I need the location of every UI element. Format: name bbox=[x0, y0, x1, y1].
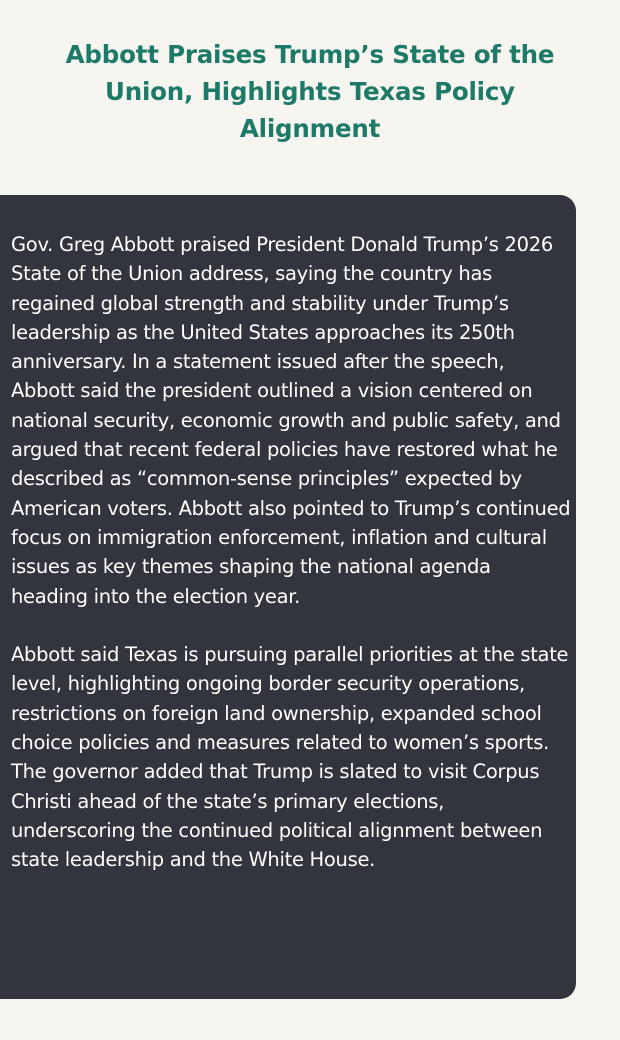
article-paragraph-2: Abbott said Texas is pursuing parallel priorities at the state level, highlighting ongoing border security operations, restrictions on foreign land ownership, expanded school choice policies and measures related to women’s sports. The governor added that Trump is slated to visit Corpus Christi ahead of the state’s primary elections, underscoring the continued political alignment between state leadership and the White House. bbox=[11, 643, 569, 872]
article-body bbox=[11, 230, 571, 875]
article-paragraph-1: Gov. Greg Abbott praised President Donald Trump’s 2026 State of the Union address, saying the country has regained global strength and stability under Trump’s leadership as the United States approaches its 250th anniversary. In a statement issued after the speech, Abbott said the president outlined a vision centered on national security, economic growth and public safety, and argued that recent federal policies have restored what he described as “common-sense principles” expected by American voters. Abbott also pointed to Trump’s continued focus on immigration enforcement, inflation and cultural issues as key themes shaping the national agenda heading into the election year. bbox=[11, 233, 571, 608]
article-headline: Abbott Praises Trump’s State of the Union, Highlights Texas Policy Alignment bbox=[65, 40, 555, 143]
